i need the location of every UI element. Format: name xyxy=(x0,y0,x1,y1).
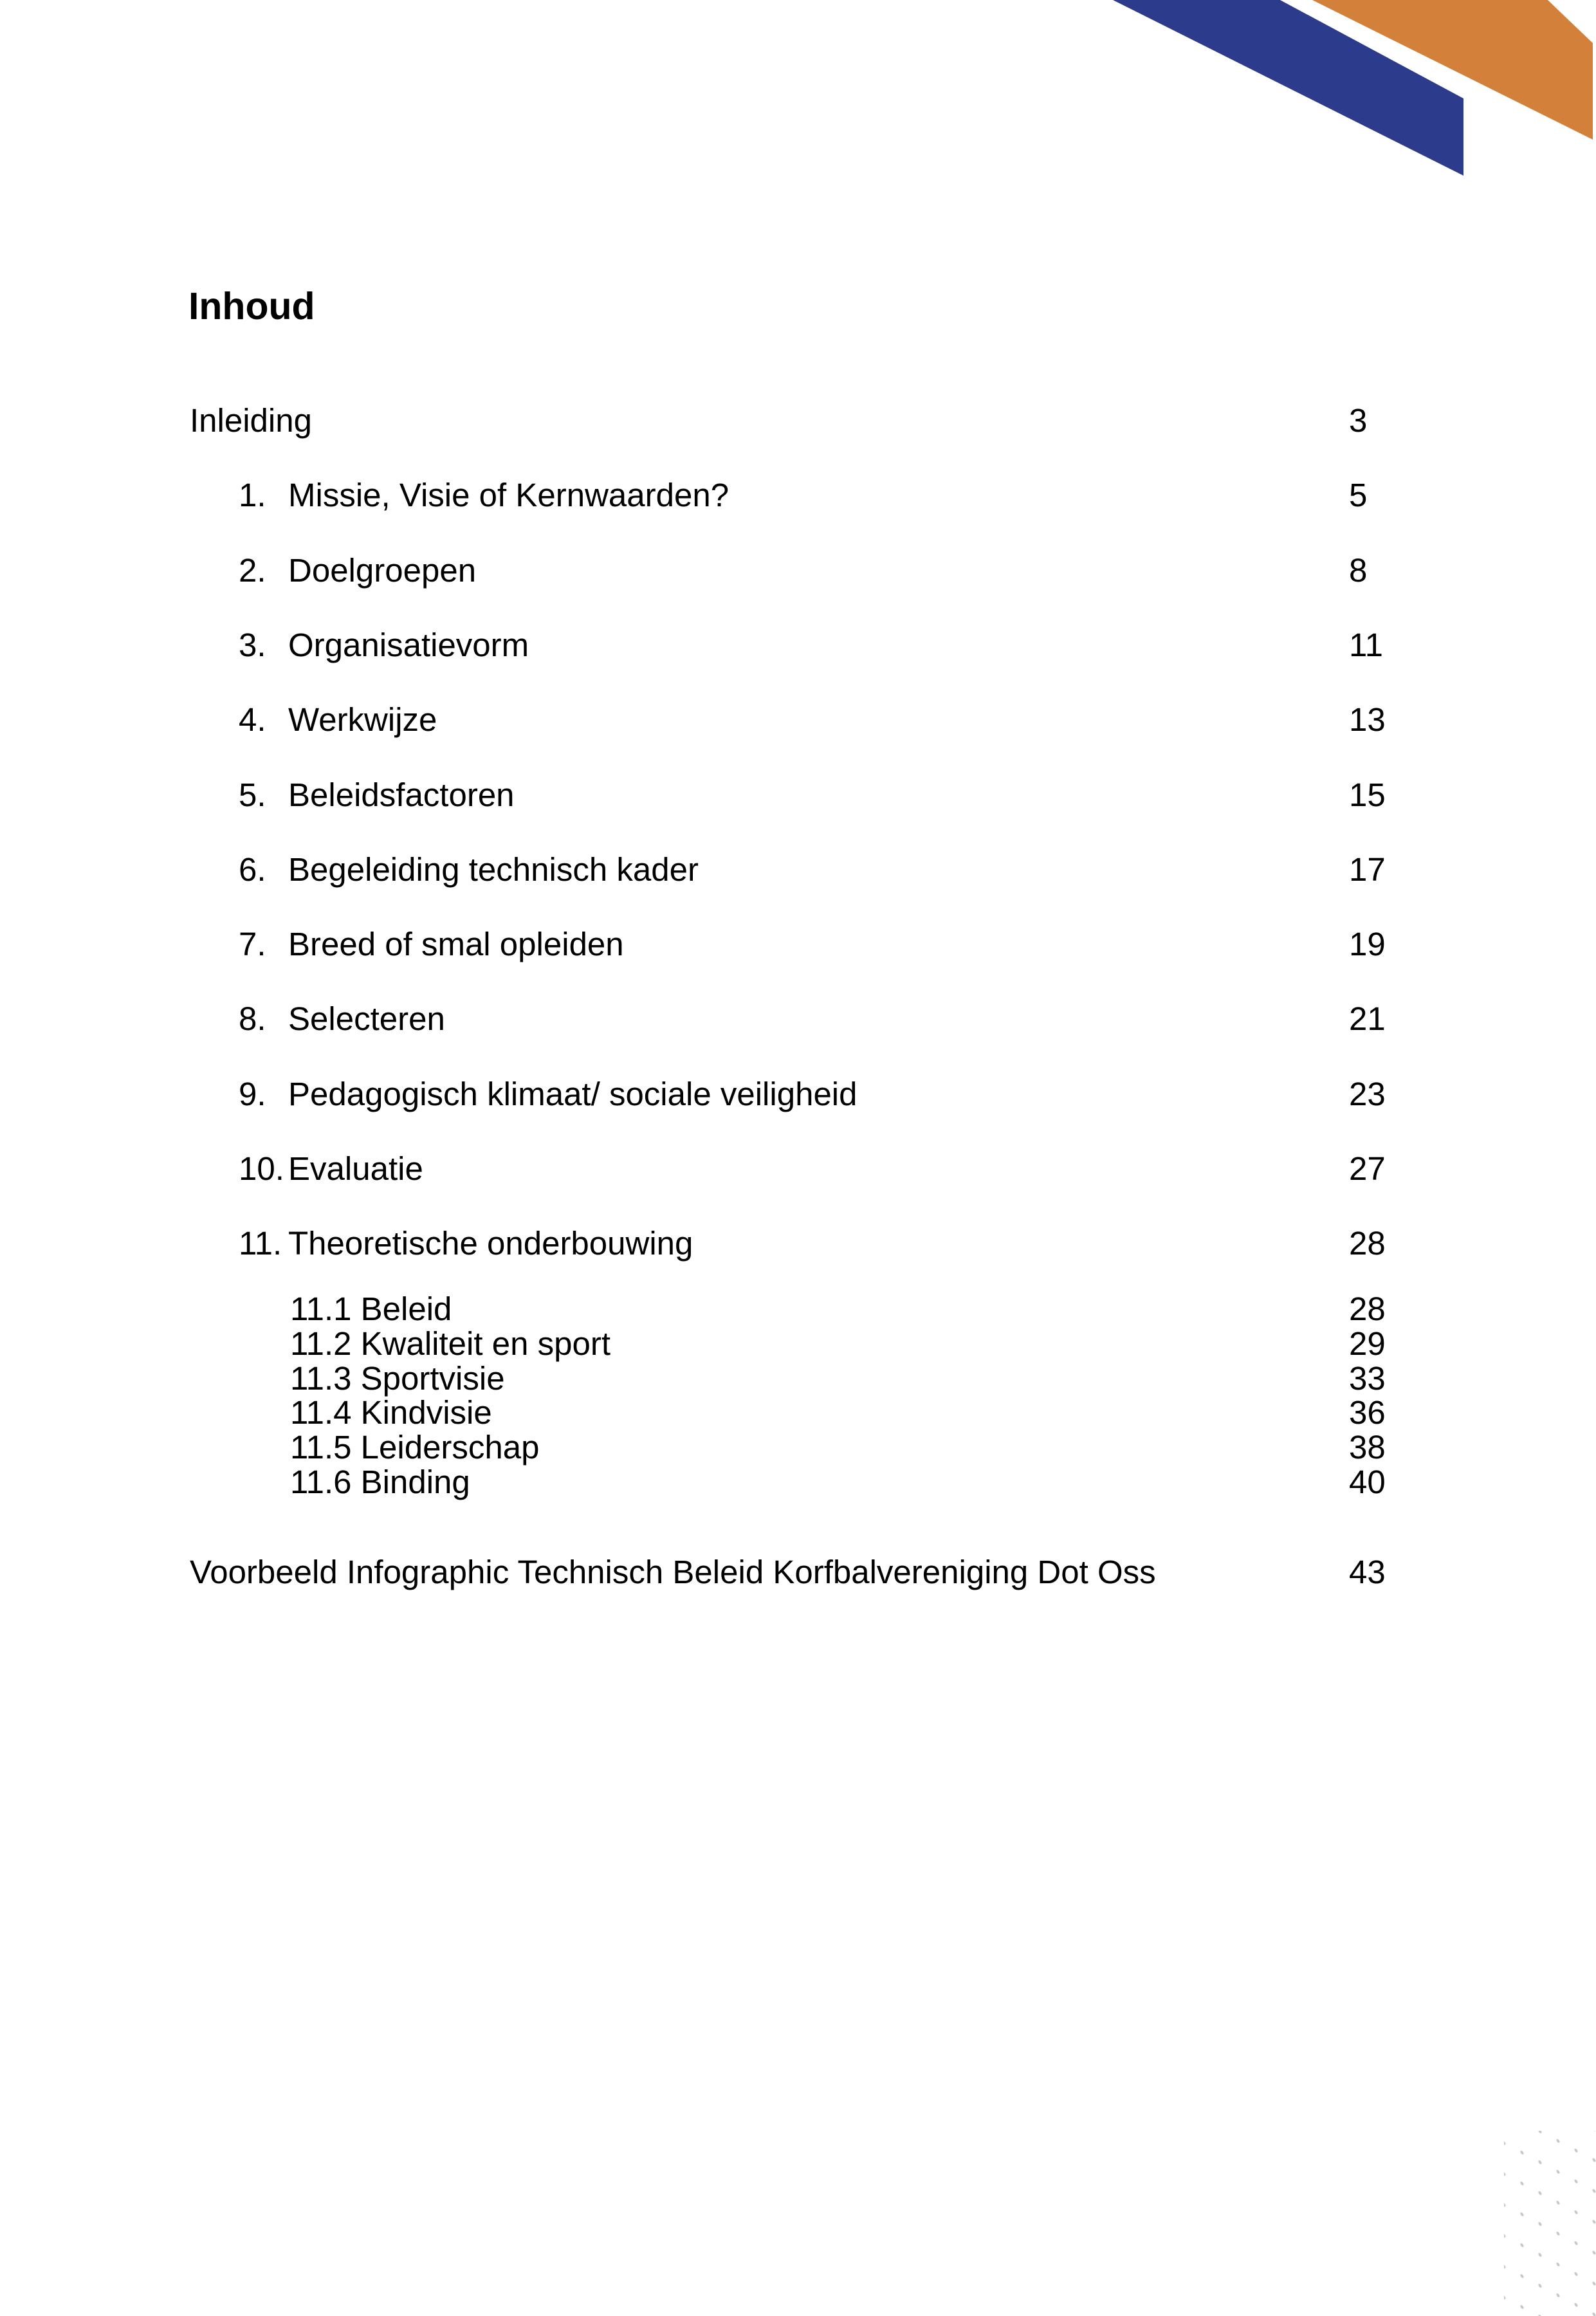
toc-entry-label: Selecteren xyxy=(288,1000,445,1038)
toc-entry-label: Missie, Visie of Kernwaarden? xyxy=(288,477,729,514)
toc-entry-page: 38 xyxy=(1349,1429,1386,1466)
toc-entry xyxy=(0,626,1596,667)
toc-entry xyxy=(0,1075,1596,1116)
toc-entry-number: 9. xyxy=(239,1075,266,1112)
toc-entry-label: Organisatievorm xyxy=(288,626,529,663)
toc-entry-label: Breed of smal opleiden xyxy=(288,926,624,963)
toc-entry-page: 3 xyxy=(1349,402,1368,439)
toc-entry-number: 2. xyxy=(239,551,266,589)
toc-entry xyxy=(0,551,1596,593)
toc-entry-page: 19 xyxy=(1349,926,1386,963)
toc-entry-number: 5. xyxy=(239,776,266,813)
toc-entry-number: 1. xyxy=(239,477,266,514)
toc-entry xyxy=(0,1227,1596,1265)
toc-entry xyxy=(0,479,1596,517)
toc-entry-page: 13 xyxy=(1349,701,1386,739)
toc-entry-page: 5 xyxy=(1349,477,1368,514)
toc-entry-page: 43 xyxy=(1349,1554,1386,1590)
toc-entry-number: 11. xyxy=(239,1225,282,1262)
toc-entry-label: Pedagogisch klimaat/ sociale veiligheid xyxy=(288,1075,858,1112)
toc-entry-page: 40 xyxy=(1349,1464,1386,1500)
toc-entry xyxy=(0,928,1596,966)
toc-entry-label: 11.2 Kwaliteit en sport xyxy=(290,1325,610,1362)
toc-entry-number: 7. xyxy=(239,926,266,963)
toc-entry xyxy=(0,1152,1596,1191)
toc-entry-page: 15 xyxy=(1349,776,1386,813)
toc-entry-label: 11.5 Leiderschap xyxy=(290,1429,540,1466)
toc-entry xyxy=(0,404,1596,443)
toc-entry-label: Werkwijze xyxy=(288,701,437,739)
toc-entry-page: 11 xyxy=(1349,626,1383,663)
toc-entry-number: 6. xyxy=(239,850,266,888)
toc-entry xyxy=(0,1556,1596,1594)
toc-entry-page: 27 xyxy=(1349,1150,1386,1187)
toc-entry-page: 8 xyxy=(1349,551,1368,589)
toc-entry-number: 10. xyxy=(239,1150,284,1187)
toc-entry-label: Evaluatie xyxy=(288,1150,423,1187)
toc-entry-page: 17 xyxy=(1349,850,1386,888)
toc-entry-label: 11.4 Kindvisie xyxy=(290,1394,492,1431)
toc-entry-page: 28 xyxy=(1349,1291,1386,1327)
toc-entry-label: Beleidsfactoren xyxy=(288,776,515,813)
toc-entry xyxy=(0,778,1596,817)
toc-entry-label: 11.6 Binding xyxy=(290,1464,470,1500)
toc-entry xyxy=(0,703,1596,742)
toc-entry-number: 4. xyxy=(239,701,266,739)
toc-entry xyxy=(0,1466,1596,1504)
toc-entry-page: 28 xyxy=(1349,1225,1386,1262)
toc-entry-label: Begeleiding technisch kader xyxy=(288,850,699,888)
toc-entry-page: 36 xyxy=(1349,1394,1386,1431)
toc-entry-label: 11.1 Beleid xyxy=(290,1291,452,1327)
toc-entry xyxy=(0,850,1596,892)
toc-entry-label: Theoretische onderbouwing xyxy=(288,1225,693,1262)
toc-entry-page: 21 xyxy=(1349,1000,1386,1038)
toc-entry-label: Inleiding xyxy=(190,402,312,439)
toc-entry-label: Voorbeeld Infographic Technisch Beleid Korfbalvereniging Dot Oss xyxy=(190,1554,1156,1590)
toc-entry-number: 8. xyxy=(239,1000,266,1038)
toc-entry-page: 23 xyxy=(1349,1075,1386,1112)
toc-entry-number: 3. xyxy=(239,626,266,663)
toc-entry-page: 29 xyxy=(1349,1325,1386,1362)
toc-entry xyxy=(0,1002,1596,1041)
toc-entry-label: Doelgroepen xyxy=(288,551,477,589)
toc-entry-label: 11.3 Sportvisie xyxy=(290,1359,505,1397)
toc-entry-page: 33 xyxy=(1349,1359,1386,1397)
page-title: Inhoud xyxy=(188,285,315,327)
